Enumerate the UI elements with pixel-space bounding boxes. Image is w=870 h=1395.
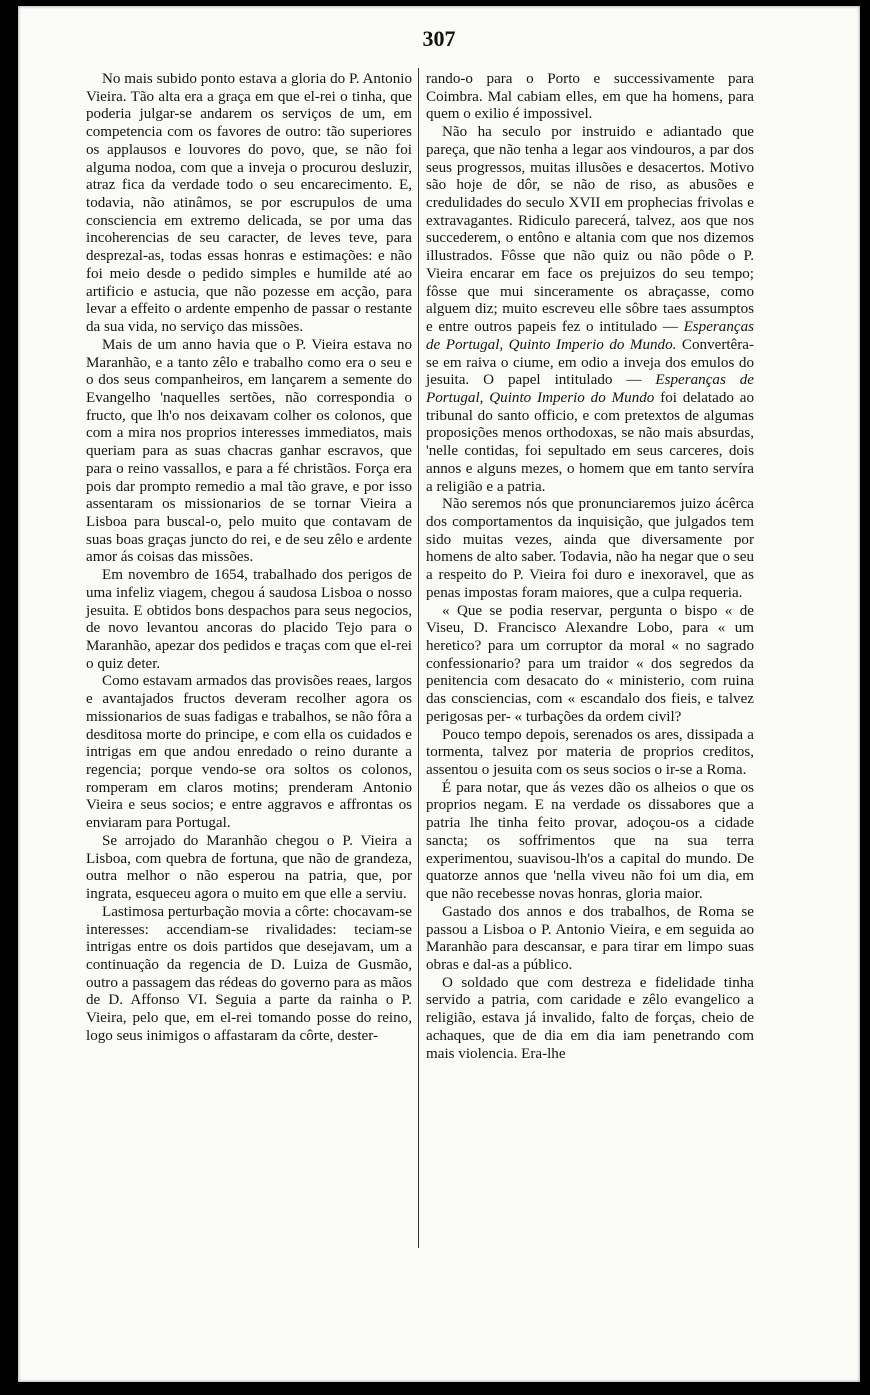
paragraph-text: « Que se podia reservar, pergunta o bispo « de Viseu, D. Francisco Alexandre Lobo, para « um heretico? para um corruptor da moral « no sagrado confessionario? para um traidor « dos segredos da penitencia com desacato do « ministerio, com ruina das consciencias, com « escandalo dos fieis, e talvez perigosas per- « turbações da ordem civil? bbox=[426, 602, 754, 725]
column-divider bbox=[418, 68, 419, 1248]
right-column bbox=[426, 71, 754, 1063]
left-column bbox=[86, 71, 412, 1046]
paragraph-text: Gastado dos annos e dos trabalhos, de Roma se passou a Lisboa o P. Antonio Vieira, e em seguida ao Maranhão para descansar, e para tirar em limpo suas obras e dal-as a público. bbox=[426, 903, 754, 973]
page-number: 307 bbox=[422, 26, 456, 51]
paragraph bbox=[426, 727, 754, 780]
paragraph-text: Não seremos nós que pronunciaremos juizo ácêrca dos comportamentos da inquisição, que julgados tem sido muitas vezes, ainda que diversamente por homens de alto saber. Todavia, não ha negar que o seu a respeito do P. Vieira foi duro e inexoravel, que as penas impostas foram maiores, que a culpa requeria. bbox=[426, 496, 754, 601]
paragraph bbox=[426, 124, 754, 496]
paragraph bbox=[426, 603, 754, 727]
paragraph-text: No mais subido ponto estava a gloria do P. Antonio Vieira. Tão alta era a graça em que el-rei o tinha, que poderia julgar-se andarem os serviços de um, em competencia com os favores de outro: tão superiores os applausos e louvores do povo, que, se não foi alguma nodoa, com que a inveja o procurou desluzir, atraz fica da verdade todo o seu encarecimento. E, todavia, não atinâmos, se por escrupulos de uma consciencia em extremo delicada, se por uma das incoherencias de seu caracter, de leves teve, para desprezal-as, todas essas honras e estimações: e não foi meio desde o pedido simples e humilde até ao artificio e astucia, que não pozesse em acção, para levar a effeito o ardente empenho de passar o restante da sua vida, no serviço das missões. bbox=[86, 71, 412, 336]
paragraph bbox=[86, 567, 412, 673]
paragraph bbox=[426, 975, 754, 1064]
paragraph-text: Lastimosa perturbação movia a côrte: chocavam-se interesses: accendiam-se rivalidades: teciam-se intrigas entre os dois partidos que desejavam, um a continuação da regencia de D. Luiza de Gusmão, outro a passagem das rédeas do governo para as mãos de D. Affonso VI. Seguia a parte da rainha o P. Vieira, pelo que, em el-rei tomando posse do reino, logo seus inimigos o affastaram da côrte, dester- bbox=[86, 903, 412, 1044]
paragraph-text: Se arrojado do Maranhão chegou o P. Vieira a Lisboa, com quebra de fortuna, que não de grandeza, outra melhor o não esperou na patria, que, por ingrata, esqueceu agora o muito em que elle a serviu. bbox=[86, 832, 412, 903]
paragraph-text: Convertêra-se em raiva o ciume, em odio a inveja dos emulos do jesuita. O papel intitulado — bbox=[426, 336, 754, 389]
paragraph-text: Como estavam armados das provisões reaes, largos e avantajados fructos deveram recolher agora os missionarios de suas fadigas e trabalhos, se não fôra a desditosa morte do principe, e com ella os cuidados e intrigas em que andou enredado o reino durante a regencia; porque vendo-se ora soltos os colonos, romperam em claros motins; prenderam Antonio Vieira e seus socios; e entre aggravos e affrontas os enviaram para Portugal. bbox=[86, 673, 412, 832]
paragraph bbox=[86, 904, 412, 1046]
italic-title-text: Esperanças de Portugal, Quinto Imperio do Mundo bbox=[426, 372, 754, 406]
italic-title-text: Esperanças de Portugal, Quinto Imperio do Mundo. bbox=[426, 319, 754, 353]
paragraph bbox=[426, 780, 754, 904]
paragraph bbox=[86, 833, 412, 904]
paragraph-text: Mais de um anno havia que o P. Vieira estava no Maranhão, e a tanto zêlo e trabalho como era o seu e o dos seus companheiros, em lançarem a semente do Evangelho 'naquelles sertões, não correspondia o fructo, que lh'o nos deixavam colher os colonos, que com a mira nos proprios interesses immediatos, mais queriam para as suas chacras ganhar escravos, que para o reino vassallos, e para a fé christãos. Força era pois dar prompto remedio a mal tão grave, e por isso assentaram os missionarios de se tornar Vieira a Lisboa para buscal-o, pelo muito que contavam de suas boas graças juncto do rei, e de seu zêlo e ardente amor ás coisas das missões. bbox=[86, 336, 412, 566]
paragraph-text: Em novembro de 1654, trabalhado dos perigos de uma infeliz viagem, chegou á saudosa Lisboa o nosso jesuita. E obtidos bons despachos para seus negocios, de novo levantou ancoras do placido Tejo para o Maranhão, apezar dos pedidos e traças com que el-rei o quiz deter. bbox=[86, 567, 412, 672]
paragraph bbox=[426, 496, 754, 602]
paragraph-text: rando-o para o Porto e successivamente para Coimbra. Mal cabiam elles, em que ha homens, para quem o exilio é impossivel. bbox=[426, 71, 754, 123]
page-sheet bbox=[18, 6, 860, 1382]
paragraph-text: Pouco tempo depois, serenados os ares, dissipada a tormenta, talvez por materia de proprios creditos, assentou o jesuita com os seus socios o ir-se a Roma. bbox=[426, 726, 754, 779]
paragraph-text: O soldado que com destreza e fidelidade tinha servido a patria, com caridade e zêlo evangelico a religião, estava já invalido, falto de forças, cheio de achaques, que de dia em dia iam penetrando com mais violencia. Era-lhe bbox=[426, 974, 754, 1062]
paragraph bbox=[86, 673, 412, 832]
paragraph bbox=[86, 71, 412, 337]
paragraph bbox=[426, 71, 754, 124]
paragraph-text: É para notar, que ás vezes dão os alheios o que os proprios negam. E na verdade os dissabores que a patria lhe tinha feito provar, adoçou-os a cidade sancta; os soffrimentos que na sua terra experimentou, suavisou-lh'os a capital do mundo. De quatorze annos que 'nella viveu não foi um dia, em que não recebesse novas honras, gloria maior. bbox=[426, 779, 754, 903]
paragraph-text: foi delatado ao tribunal do santo officio, e com pretextos de algumas proposições menos orthodoxas, se não mais absurdas, 'nelle contidas, foi sepultado em seus carceres, dois annos e alguns mezes, o homem que em tanto servíra a religião e a patria. bbox=[426, 389, 754, 495]
paragraph bbox=[86, 337, 412, 567]
paragraph-text: Não ha seculo por instruido e adiantado que pareça, que não tenha a legar aos vindouros, a par dos seus progressos, muitas illusões e desacertos. Motivo são hoje de dôr, se não de riso, as abusões e credulidades do seculo XVII em prophecias frivolas e extravagantes. Ridiculo parecerá, talvez, aos que nos succederem, o entôno e altania com que nos dizemos illustrados. Fôsse que não quiz ou não pôde o P. Vieira encarar em face os prejuizos do seu tempo; fôsse que mui sinceramente os abraçasse, como alguem diz; muito escreveu elle sôbre taes assumptos e entre outros papeis fez o intitulado — bbox=[426, 124, 754, 336]
paragraph bbox=[426, 904, 754, 975]
